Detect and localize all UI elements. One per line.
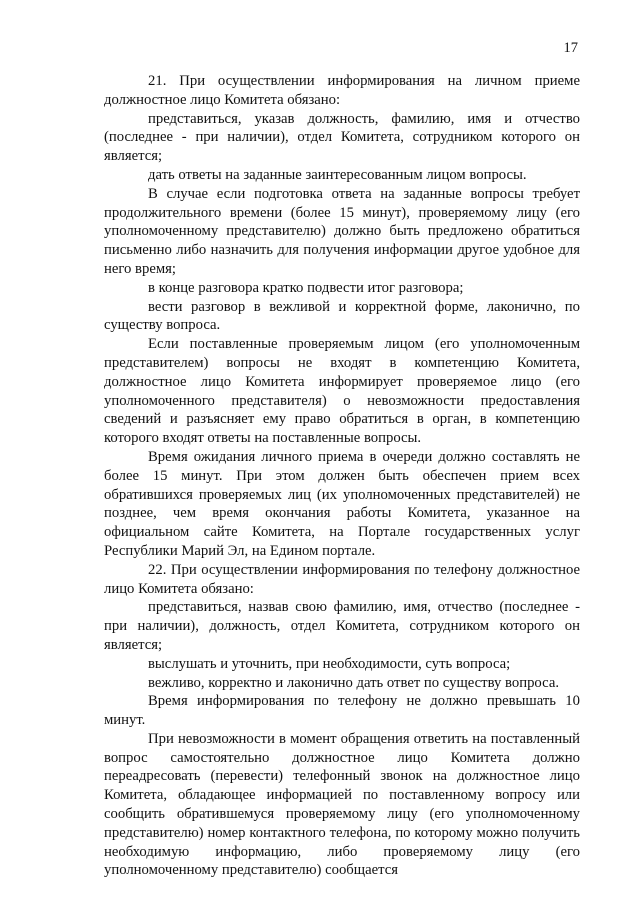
paragraph: Время ожидания личного приема в очереди должно составлять не более 15 минут. При этом должен быть обеспечен прием всех обратившихся проверяемых лиц (их уполномоченных представителей) не позднее, чем время окончания работы Комитета, указанное на официальном сайте Комитета, на Портале государственных услуг Республики Марий Эл, на Едином портале. [104,448,580,559]
paragraph: 21. При осуществлении информирования на личном приеме должностное лицо Комитета обязано: [104,73,580,108]
paragraph: Если поставленные проверяемым лицом (его уполномоченным представителем) вопросы не входят в компетенцию Комитета, должностное лицо Комитета информирует проверяемое лицо (его уполномоченного представителя) о невозможности предоставления сведений и разъясняет ему право обратиться в орган, в компетенцию которого входят ответы на поставленные вопросы. [104,336,580,447]
paragraph: представиться, назвав свою фамилию, имя, отчество (последнее - при наличии), должность, отдел Комитета, сотрудником которого он является; [104,599,580,653]
paragraph: 22. При осуществлении информирования по телефону должностное лицо Комитета обязано: [104,561,580,597]
paragraph: в конце разговора кратко подвести итог разговора; [148,279,464,296]
document-body [104,72,580,880]
paragraph: В случае если подготовка ответа на заданные вопросы требует продолжительного времени (более 15 минут), проверяемому лицу (его уполномоченному представителю) должно быть предложено обратиться письменно либо назначить для получения информации другое удобное для него время; [104,185,580,277]
paragraph: вести разговор в вежливой и корректной форме, лаконично, по существу вопроса. [104,298,580,334]
paragraph: При невозможности в момент обращения ответить на поставленный вопрос самостоятельно должностное лицо Комитета должно переадресовать (перевести) телефонный звонок на должностное лицо Комитета, обладающее информацией по поставленному вопросу или сообщить обратившемуся проверяемому лицу (его уполномоченному представителю) номер контактного телефона, по которому можно получить необходимую информацию, либо проверяемому лицу (его уполномоченному представителю) сообщается [104,730,580,879]
page-number: 17 [563,40,578,56]
paragraph: представиться, указав должность, фамилию, имя и отчество (последнее - при наличии), отдел Комитета, сотрудником которого он является; [104,110,580,165]
paragraph: Время информирования по телефону не должно превышать 10 минут. [104,693,580,729]
paragraph: дать ответы на заданные заинтересованным лицом вопросы. [148,166,527,183]
paragraph: выслушать и уточнить, при необходимости, суть вопроса; [148,655,511,672]
paragraph: вежливо, корректно и лаконично дать ответ по существу вопроса. [148,674,560,691]
